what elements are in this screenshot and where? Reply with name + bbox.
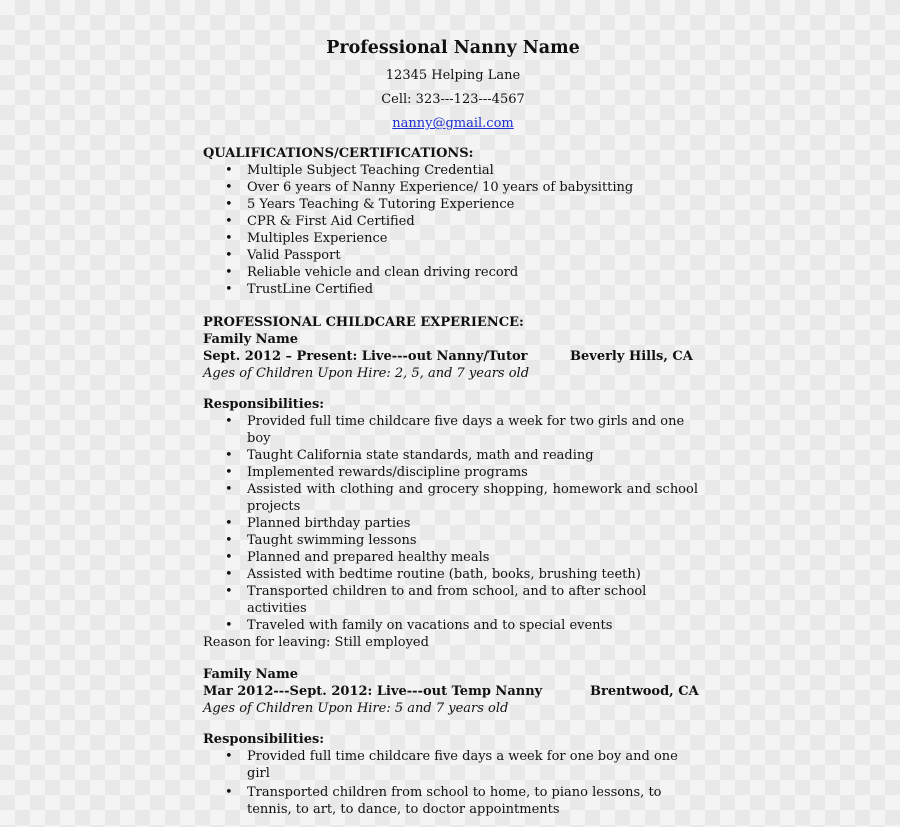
list-item: • Planned birthday parties <box>225 515 698 532</box>
email-link[interactable]: nanny@gmail.com <box>392 116 514 131</box>
list-item: • Multiple Subject Teaching Credential <box>225 162 703 179</box>
list-item: • Assisted with clothing and grocery shopping, homework and school projects <box>225 481 698 515</box>
job-title-line <box>203 683 703 700</box>
address-line: 12345 Helping Lane <box>385 68 521 83</box>
list-item: • Provided full time childcare five days a week for one boy and one girl <box>225 748 698 782</box>
responsibilities-list <box>203 748 698 818</box>
phone-line: Cell: 323---123---4567 <box>381 92 525 107</box>
resume-page <box>203 36 703 818</box>
experience-heading: PROFESSIONAL CHILDCARE EXPERIENCE: <box>203 315 524 330</box>
resume-name: Professional Nanny Name <box>326 38 580 58</box>
job-entry-1 <box>203 331 703 651</box>
family-name: Family Name <box>203 332 298 347</box>
list-item: • Traveled with family on vacations and to special events <box>225 617 698 634</box>
list-item: • Transported children to and from school, and to after school activities <box>225 583 698 617</box>
children-ages: Ages of Children Upon Hire: 5 and 7 years old <box>203 701 509 716</box>
list-item: • Multiples Experience <box>225 230 703 247</box>
responsibilities-heading: Responsibilities: <box>203 397 325 412</box>
list-item: • Implemented rewards/discipline programs <box>225 464 698 481</box>
job-entry-2 <box>203 666 703 818</box>
job-location: Beverly Hills, CA <box>570 349 693 364</box>
list-item: • CPR & First Aid Certified <box>225 213 703 230</box>
responsibilities-heading: Responsibilities: <box>203 732 325 747</box>
list-item: • Provided full time childcare five days a week for two girls and one boy <box>225 413 698 447</box>
list-item: • Taught California state standards, math and reading <box>225 447 698 464</box>
children-ages: Ages of Children Upon Hire: 2, 5, and 7 years old <box>203 366 530 381</box>
reason-for-leaving: Reason for leaving: Still employed <box>203 635 429 650</box>
list-item: • Over 6 years of Nanny Experience/ 10 years of babysitting <box>225 179 703 196</box>
list-item: • Taught swimming lessons <box>225 532 698 549</box>
qualifications-heading: QUALIFICATIONS/CERTIFICATIONS: <box>203 146 474 161</box>
qualifications-list <box>203 162 703 298</box>
list-item: • Assisted with bedtime routine (bath, books, brushing teeth) <box>225 566 698 583</box>
list-item: • Planned and prepared healthy meals <box>225 549 698 566</box>
list-item: • Valid Passport <box>225 247 703 264</box>
responsibilities-list <box>203 413 698 634</box>
job-title-line <box>203 348 703 365</box>
job-period-title: Sept. 2012 – Present: Live---out Nanny/Tutor <box>203 349 528 364</box>
list-item: • TrustLine Certified <box>225 281 703 298</box>
list-item: • Reliable vehicle and clean driving record <box>225 264 703 281</box>
list-item: • Transported children from school to home, to piano lessons, to tennis, to art, to dance, to doctor appointments <box>225 784 698 818</box>
job-period-title: Mar 2012---Sept. 2012: Live---out Temp Nanny <box>203 684 543 699</box>
family-name: Family Name <box>203 667 298 682</box>
job-location: Brentwood, CA <box>590 684 699 699</box>
list-item: • 5 Years Teaching & Tutoring Experience <box>225 196 703 213</box>
email-line <box>203 115 703 132</box>
